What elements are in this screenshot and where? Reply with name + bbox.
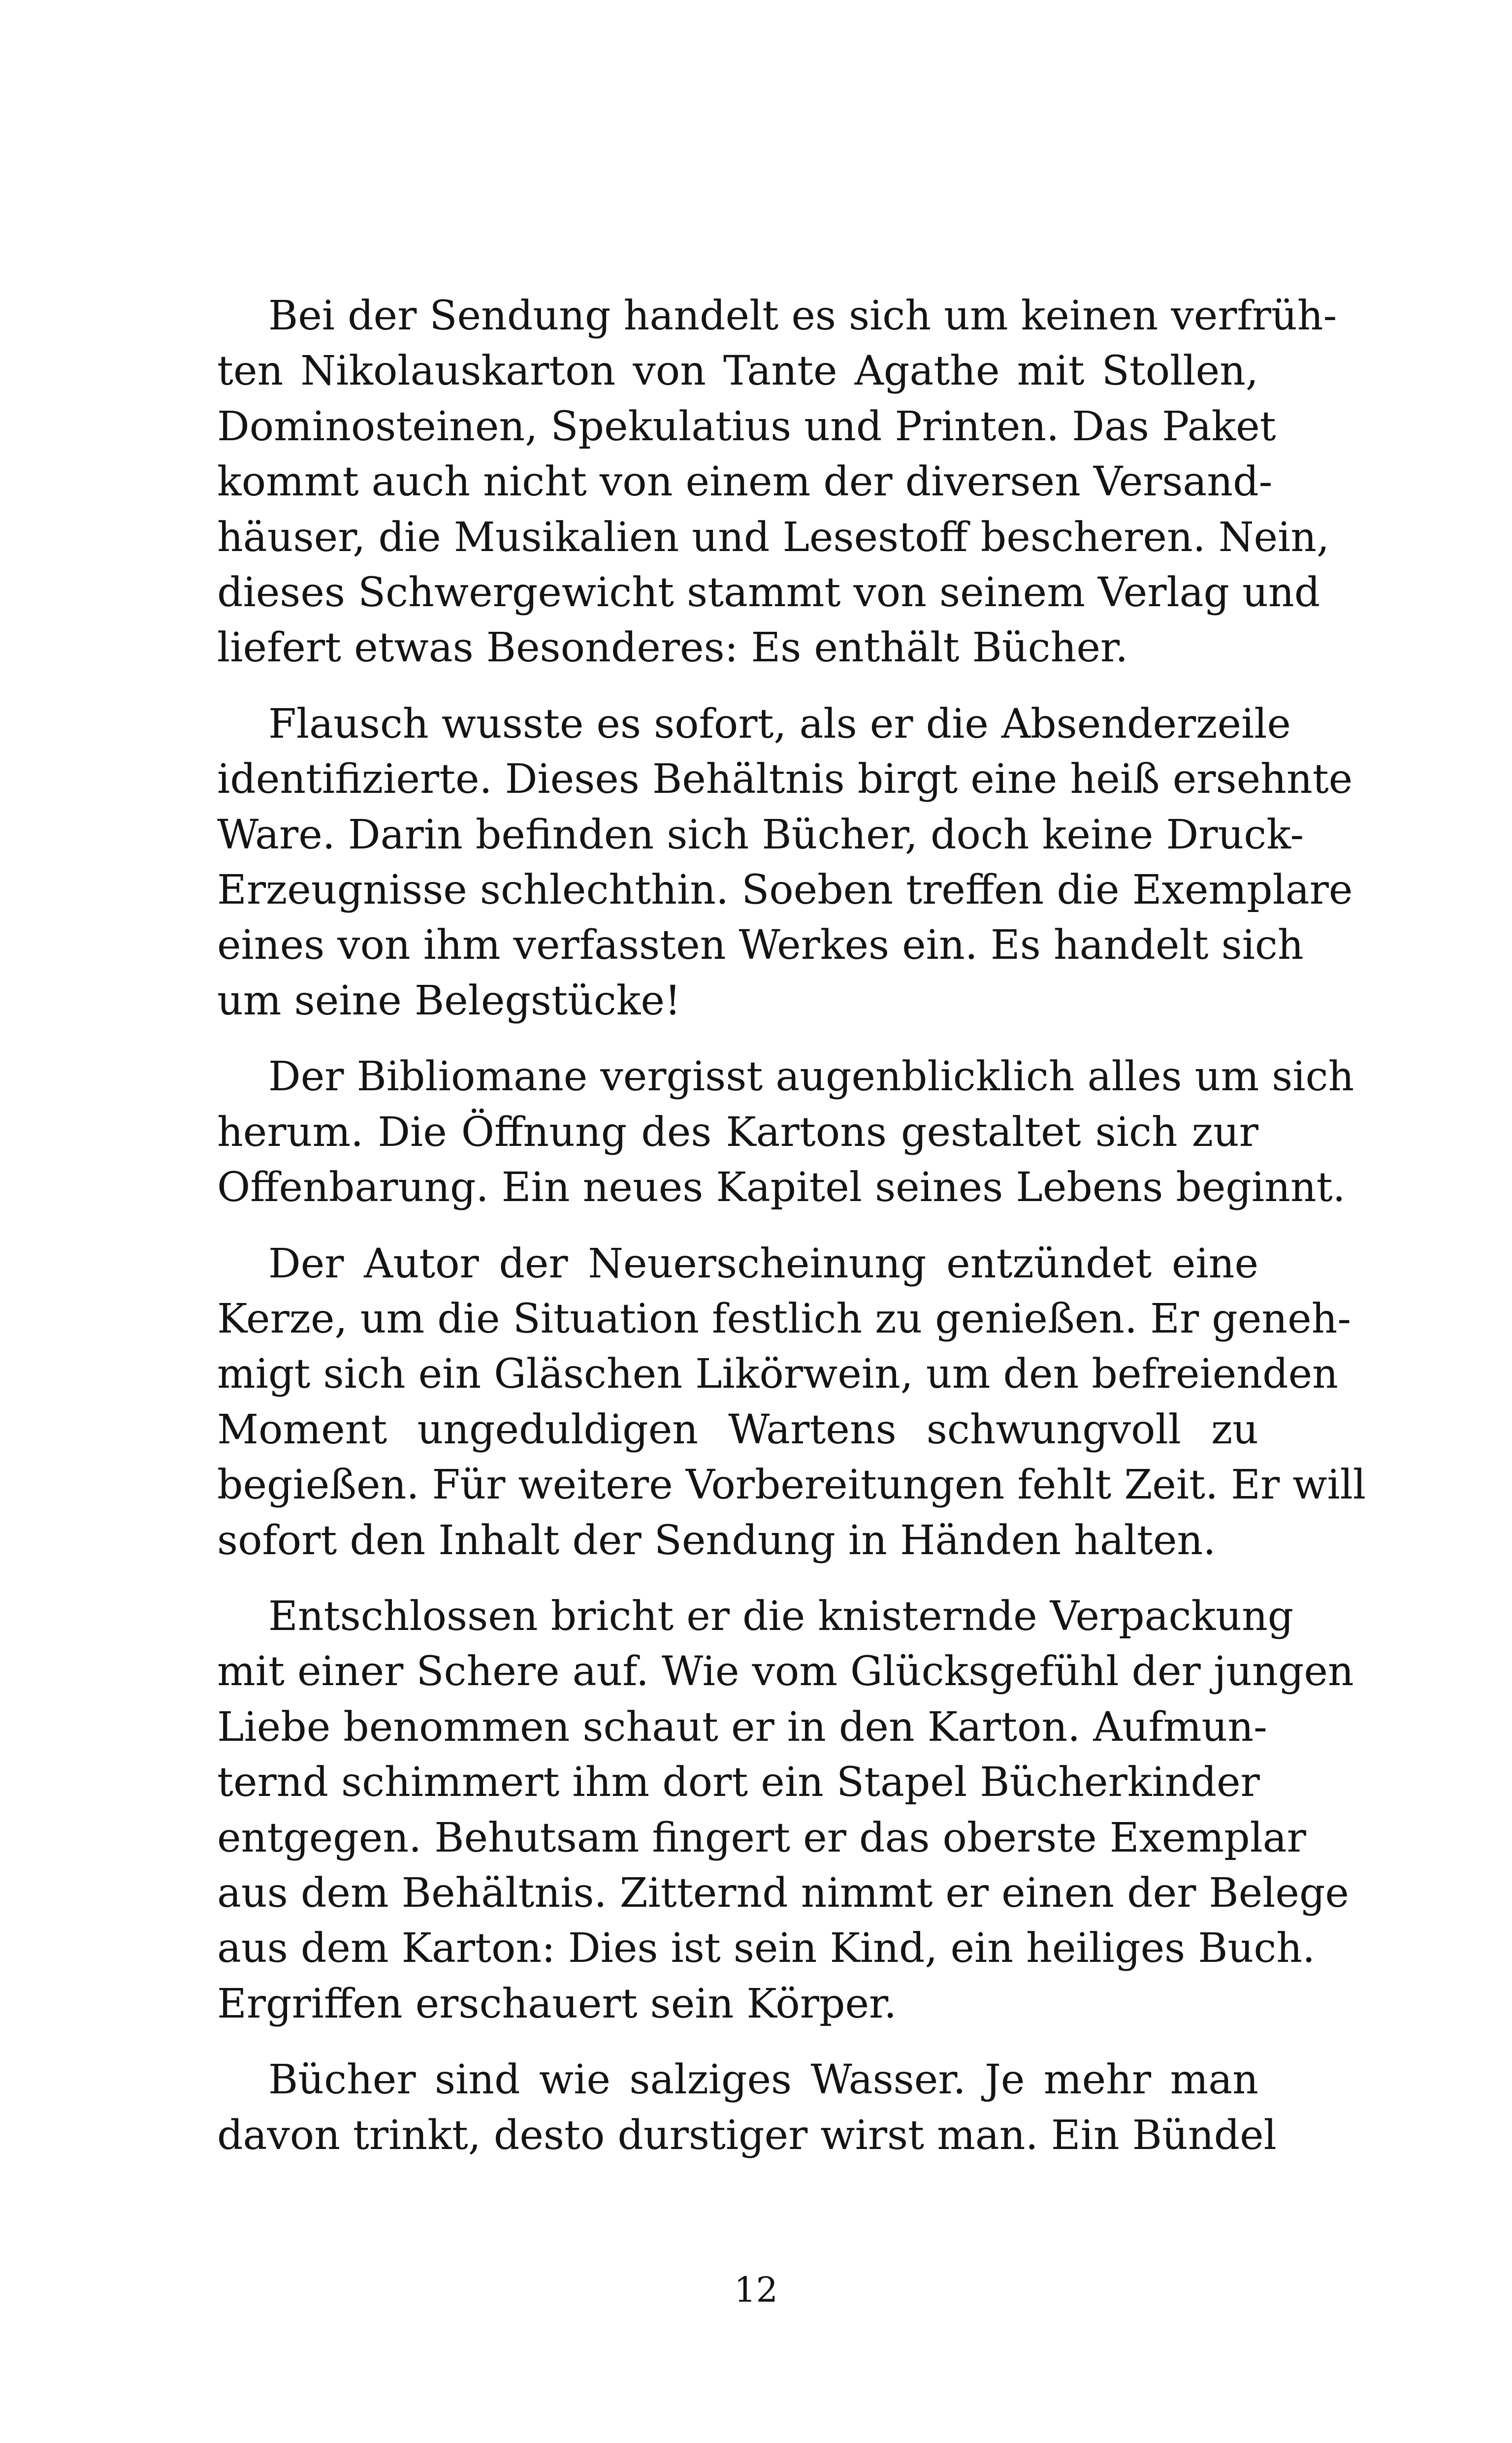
text-line: Bücher sind wie salziges Wasser. Je mehr man: [268, 2056, 1258, 2104]
paragraph-2: [217, 697, 1353, 1029]
text-line: Ware. Darin befinden sich Bücher, doch keine Druck-: [217, 811, 1304, 858]
text-line: ternd schimmert ihm dort ein Stapel Bücherkinder: [217, 1759, 1260, 1806]
text-line: dieses Schwergewicht stammt von seinem Verlag und: [217, 569, 1320, 617]
text-line: Dominosteinen, Spekulatius und Printen. Das Paket: [217, 403, 1276, 450]
text-line: identifizierte. Dieses Behältnis birgt eine heiß ersehnte: [217, 756, 1353, 803]
paragraph-1: [217, 289, 1337, 676]
text-line: sofort den Inhalt der Sendung in Händen halten.: [217, 1517, 1216, 1564]
text-line: um seine Belegstücke!: [217, 977, 681, 1024]
paragraph-4: [217, 1237, 1366, 1568]
text-line: mit einer Schere auf. Wie vom Glücksgefühl der jungen: [217, 1648, 1354, 1695]
body-text: [217, 289, 1366, 2184]
paragraph-5: [217, 1589, 1354, 2032]
text-line: Der Autor der Neuerscheinung entzündet eine: [268, 1240, 1258, 1287]
paragraph-3: [217, 1049, 1354, 1215]
text-line: Der Bibliomane vergisst augenblicklich alles um sich: [268, 1053, 1354, 1101]
text-line: kommt auch nicht von einem der diversen Versand-: [217, 458, 1273, 506]
text-line: davon trinkt, desto durstiger wirst man. Ein Bündel: [217, 2112, 1277, 2159]
text-line: Liebe benommen schaut er in den Karton. Aufmun-: [217, 1703, 1267, 1751]
text-line: häuser, die Musikalien und Lesestoff bescheren. Nein,: [217, 514, 1330, 561]
text-line: ten Nikolauskarton von Tante Agathe mit Stollen,: [217, 348, 1258, 395]
text-line: liefert etwas Besonderes: Es enthält Bücher.: [217, 624, 1128, 672]
page-number: 12: [734, 2270, 778, 2310]
text-line: Ergriffen erschauert sein Körper.: [217, 1980, 897, 2027]
text-line: eines von ihm verfassten Werkes ein. Es handelt sich: [217, 922, 1304, 969]
text-line: entgegen. Behutsam fingert er das oberste Exemplar: [217, 1814, 1306, 1861]
text-line: Bei der Sendung handelt es sich um keinen verfrüh-: [268, 293, 1337, 339]
text-line: Erzeugnisse schlechthin. Soeben treffen die Exemplare: [217, 867, 1353, 914]
text-line: begießen. Für weitere Vorbereitungen fehlt Zeit. Er will: [217, 1462, 1366, 1509]
text-line: migt sich ein Gläschen Likörwein, um den befreienden: [217, 1351, 1338, 1398]
text-line: Offenbarung. Ein neues Kapitel seines Lebens beginnt.: [217, 1164, 1346, 1211]
text-line: aus dem Behältnis. Zitternd nimmt er einen der Belege: [217, 1869, 1349, 1917]
paragraph-6: [217, 2052, 1277, 2163]
text-line: Kerze, um die Situation festlich zu genießen. Er geneh-: [217, 1295, 1351, 1342]
text-line: Flausch wusste es sofort, als er die Absenderzeile: [268, 700, 1291, 748]
text-line: Moment ungeduldigen Wartens schwungvoll zu: [217, 1406, 1258, 1453]
text-line: aus dem Karton: Dies ist sein Kind, ein heiliges Buch.: [217, 1925, 1316, 1972]
text-line: herum. Die Öffnung des Kartons gestaltet sich zur: [217, 1108, 1258, 1156]
text-line: Entschlossen bricht er die knisternde Verpackung: [268, 1593, 1294, 1640]
